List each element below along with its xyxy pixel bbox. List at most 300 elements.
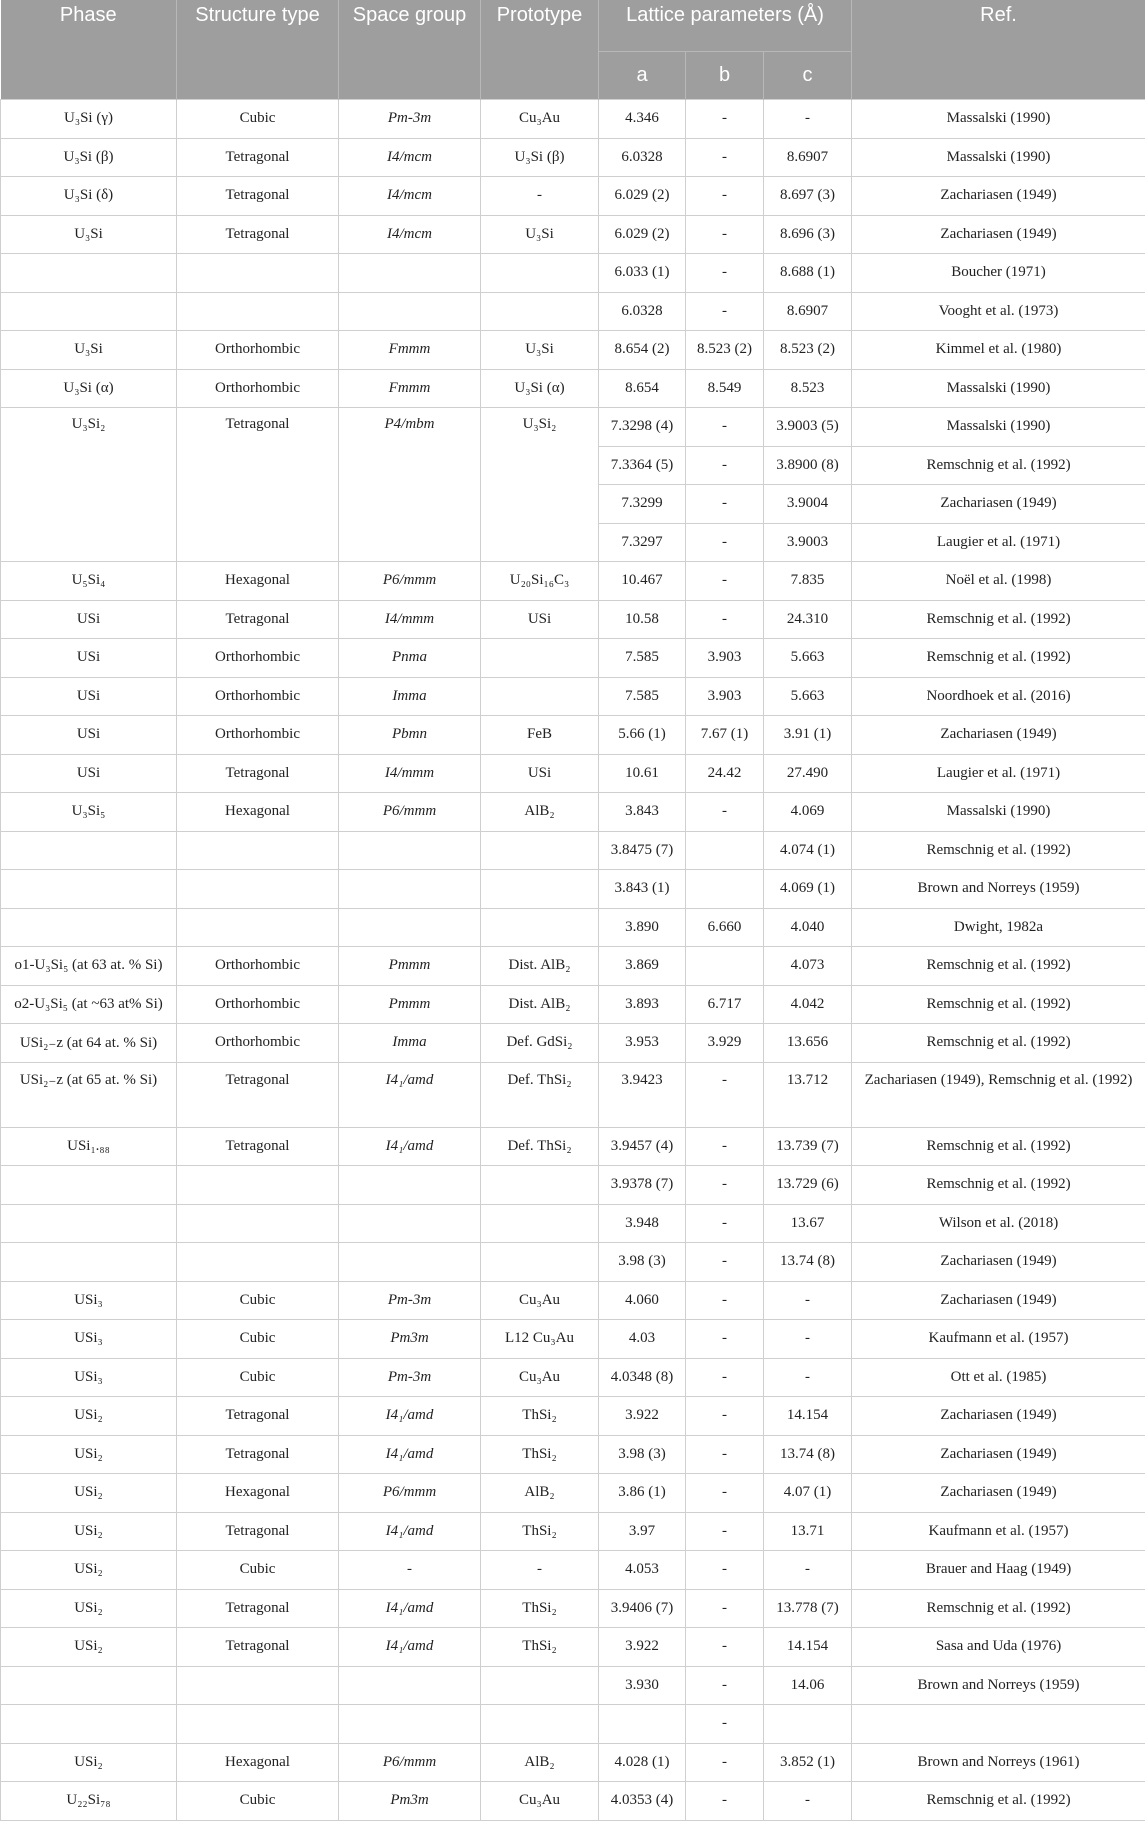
header-b: b (686, 52, 764, 100)
a-cell: 8.654 (599, 369, 686, 408)
prototype-cell: ThSi₂ (481, 1628, 599, 1667)
space-group-cell: Fmmm (339, 369, 481, 408)
space-group-cell: I4/mcm (339, 177, 481, 216)
b-cell: - (686, 1435, 764, 1474)
space-group-cell: I4/mcm (339, 138, 481, 177)
b-cell: - (686, 1589, 764, 1628)
a-cell: 4.0348 (8) (599, 1358, 686, 1397)
header-prototype: Prototype (481, 0, 599, 100)
header-phase: Phase (1, 0, 177, 100)
a-cell: 8.654 (2) (599, 331, 686, 370)
ref-cell: Massalski (1990) (852, 408, 1145, 447)
c-cell: - (764, 1782, 852, 1821)
table-row (1, 138, 1145, 177)
ref-cell: Zachariasen (1949), Remschnig et al. (1992) (852, 1062, 1145, 1127)
phase-cell (1, 908, 177, 947)
table-row (1, 1358, 1145, 1397)
a-cell: 3.9423 (599, 1062, 686, 1127)
phase-cell: USi₂ (1, 1628, 177, 1667)
prototype-cell: AlB₂ (481, 1743, 599, 1782)
phase-cell (1, 292, 177, 331)
a-cell: 3.8475 (7) (599, 831, 686, 870)
phase-cell (1, 1243, 177, 1282)
a-cell: 3.843 (1) (599, 870, 686, 909)
a-cell: 6.029 (2) (599, 215, 686, 254)
ref-cell: Zachariasen (1949) (852, 1474, 1145, 1513)
a-cell: 3.98 (3) (599, 1435, 686, 1474)
table-row (1, 1782, 1145, 1821)
prototype-cell: USi (481, 600, 599, 639)
phase-cell: U₃Si₅ (1, 793, 177, 832)
prototype-cell: FeB (481, 716, 599, 755)
prototype-cell: Def. GdSi₂ (481, 1024, 599, 1063)
a-cell: 4.03 (599, 1320, 686, 1359)
prototype-cell (481, 831, 599, 870)
b-cell: 8.523 (2) (686, 331, 764, 370)
c-cell: 14.06 (764, 1666, 852, 1705)
ref-cell: Massalski (1990) (852, 369, 1145, 408)
a-cell: 7.585 (599, 639, 686, 678)
b-cell: - (686, 292, 764, 331)
a-cell: 3.922 (599, 1397, 686, 1436)
b-cell: - (686, 446, 764, 485)
space-group-cell: Pm-3m (339, 1281, 481, 1320)
c-cell: 3.852 (1) (764, 1743, 852, 1782)
b-cell: - (686, 1320, 764, 1359)
a-cell: 3.9457 (4) (599, 1127, 686, 1166)
c-cell: 13.656 (764, 1024, 852, 1063)
table-row (1, 1628, 1145, 1667)
a-cell: 10.58 (599, 600, 686, 639)
b-cell: - (686, 1512, 764, 1551)
structure-type-cell: Orthorhombic (177, 677, 339, 716)
prototype-cell (481, 292, 599, 331)
prototype-cell (481, 1166, 599, 1205)
table-row (1, 1435, 1145, 1474)
structure-type-cell: Orthorhombic (177, 716, 339, 755)
structure-type-cell (177, 292, 339, 331)
phase-cell: USi₃ (1, 1281, 177, 1320)
ref-cell: Noël et al. (1998) (852, 562, 1145, 601)
c-cell: 3.9003 (764, 523, 852, 562)
structure-type-cell: Tetragonal (177, 408, 339, 562)
prototype-cell: L12 Cu₃Au (481, 1320, 599, 1359)
b-cell: 3.929 (686, 1024, 764, 1063)
space-group-cell (339, 1666, 481, 1705)
a-cell: 3.893 (599, 985, 686, 1024)
prototype-cell (481, 1204, 599, 1243)
table-row (1, 1166, 1145, 1205)
c-cell: 13.729 (6) (764, 1166, 852, 1205)
space-group-cell: I4/mcm (339, 215, 481, 254)
ref-cell: Kaufmann et al. (1957) (852, 1512, 1145, 1551)
a-cell: 5.66 (1) (599, 716, 686, 755)
structure-type-cell: Cubic (177, 1358, 339, 1397)
c-cell: 13.739 (7) (764, 1127, 852, 1166)
c-cell: 4.069 (1) (764, 870, 852, 909)
structure-type-cell (177, 1204, 339, 1243)
phase-cell: USi₂ (1, 1397, 177, 1436)
c-cell: 5.663 (764, 639, 852, 678)
table-row (1, 1512, 1145, 1551)
structure-type-cell: Cubic (177, 1782, 339, 1821)
space-group-cell: I4₁/amd (339, 1512, 481, 1551)
space-group-cell: Fmmm (339, 331, 481, 370)
c-cell: 4.042 (764, 985, 852, 1024)
a-cell: 3.97 (599, 1512, 686, 1551)
space-group-cell: I4₁/amd (339, 1589, 481, 1628)
structure-type-cell: Tetragonal (177, 1512, 339, 1551)
ref-cell: Massalski (1990) (852, 793, 1145, 832)
table-row (1, 1127, 1145, 1166)
structure-type-cell: Tetragonal (177, 1062, 339, 1127)
c-cell: 27.490 (764, 754, 852, 793)
table-row (1, 1474, 1145, 1513)
b-cell: - (686, 1743, 764, 1782)
table-row (1, 1024, 1145, 1063)
prototype-cell (481, 639, 599, 678)
phase-cell: U₂₂Si₇₈ (1, 1782, 177, 1821)
phase-cell: U₅Si₄ (1, 562, 177, 601)
prototype-cell: U₃Si (α) (481, 369, 599, 408)
structure-type-cell (177, 870, 339, 909)
ref-cell: Zachariasen (1949) (852, 1243, 1145, 1282)
b-cell: 7.67 (1) (686, 716, 764, 755)
structure-type-cell (177, 1166, 339, 1205)
a-cell: 6.029 (2) (599, 177, 686, 216)
phase-cell: o1-U₃Si₅ (at 63 at. % Si) (1, 947, 177, 986)
table-row (1, 870, 1145, 909)
table-row (1, 908, 1145, 947)
prototype-cell (481, 254, 599, 293)
space-group-cell: P4/mbm (339, 408, 481, 562)
space-group-cell (339, 1166, 481, 1205)
c-cell: 5.663 (764, 677, 852, 716)
phase-cell: USi (1, 716, 177, 755)
table-row (1, 331, 1145, 370)
space-group-cell: Pmmm (339, 947, 481, 986)
c-cell: 4.040 (764, 908, 852, 947)
structure-type-cell: Cubic (177, 100, 339, 139)
c-cell: 8.6907 (764, 292, 852, 331)
ref-cell: Zachariasen (1949) (852, 716, 1145, 755)
table-row (1, 1204, 1145, 1243)
prototype-cell: Cu₃Au (481, 100, 599, 139)
b-cell: - (686, 254, 764, 293)
ref-cell: Remschnig et al. (1992) (852, 1166, 1145, 1205)
space-group-cell: Pm3m (339, 1320, 481, 1359)
phase-cell: USi₂ (1, 1474, 177, 1513)
b-cell: 8.549 (686, 369, 764, 408)
structure-type-cell: Cubic (177, 1281, 339, 1320)
ref-cell: Wilson et al. (2018) (852, 1204, 1145, 1243)
table-body (1, 100, 1145, 1821)
prototype-cell (481, 1705, 599, 1744)
ref-cell: Remschnig et al. (1992) (852, 600, 1145, 639)
table-row (1, 177, 1145, 216)
prototype-cell: Cu₃Au (481, 1358, 599, 1397)
prototype-cell: ThSi₂ (481, 1397, 599, 1436)
structure-type-cell: Orthorhombic (177, 985, 339, 1024)
phase-cell: USi (1, 600, 177, 639)
b-cell: - (686, 1281, 764, 1320)
b-cell: - (686, 485, 764, 524)
phase-cell: USi₂ (1, 1551, 177, 1590)
space-group-cell (339, 1243, 481, 1282)
b-cell: - (686, 562, 764, 601)
prototype-cell: ThSi₂ (481, 1512, 599, 1551)
phase-cell: USi₃ (1, 1320, 177, 1359)
c-cell: - (764, 1320, 852, 1359)
a-cell: 4.028 (1) (599, 1743, 686, 1782)
prototype-cell: U₃Si (481, 215, 599, 254)
ref-cell: Zachariasen (1949) (852, 177, 1145, 216)
a-cell: 10.467 (599, 562, 686, 601)
ref-cell: Brown and Norreys (1959) (852, 1666, 1145, 1705)
header-space-group: Space group (339, 0, 481, 100)
space-group-cell: I4₁/amd (339, 1397, 481, 1436)
table-row (1, 369, 1145, 408)
ref-cell: Remschnig et al. (1992) (852, 1589, 1145, 1628)
space-group-cell: - (339, 1551, 481, 1590)
b-cell: - (686, 138, 764, 177)
structure-type-cell: Tetragonal (177, 1628, 339, 1667)
table-row (1, 1743, 1145, 1782)
b-cell: - (686, 1628, 764, 1667)
phase-cell: U₃Si (δ) (1, 177, 177, 216)
b-cell (686, 831, 764, 870)
b-cell: - (686, 1397, 764, 1436)
b-cell: 6.660 (686, 908, 764, 947)
header-c: c (764, 52, 852, 100)
structure-type-cell (177, 254, 339, 293)
structure-type-cell: Tetragonal (177, 1435, 339, 1474)
table-row (1, 1666, 1145, 1705)
structure-type-cell: Hexagonal (177, 793, 339, 832)
phase-cell (1, 1705, 177, 1744)
space-group-cell (339, 831, 481, 870)
structure-type-cell: Cubic (177, 1320, 339, 1359)
ref-cell: Remschnig et al. (1992) (852, 1024, 1145, 1063)
space-group-cell (339, 292, 481, 331)
ref-cell: Remschnig et al. (1992) (852, 831, 1145, 870)
a-cell: 3.869 (599, 947, 686, 986)
table-row (1, 215, 1145, 254)
ref-cell: Remschnig et al. (1992) (852, 985, 1145, 1024)
phase-cell: USi₂ (1, 1589, 177, 1628)
ref-cell: Zachariasen (1949) (852, 1435, 1145, 1474)
table-header (1, 0, 1145, 100)
structure-type-cell: Tetragonal (177, 1589, 339, 1628)
header-ref: Ref. (852, 0, 1145, 100)
phase-cell: USi (1, 754, 177, 793)
table-row (1, 754, 1145, 793)
a-cell: 6.033 (1) (599, 254, 686, 293)
prototype-cell (481, 677, 599, 716)
phase-cell: USi₂ (1, 1743, 177, 1782)
prototype-cell: Cu₃Au (481, 1782, 599, 1821)
prototype-cell (481, 1666, 599, 1705)
c-cell: 4.069 (764, 793, 852, 832)
table-row (1, 254, 1145, 293)
table-row (1, 947, 1145, 986)
prototype-cell: - (481, 177, 599, 216)
prototype-cell: ThSi₂ (481, 1435, 599, 1474)
structure-type-cell: Tetragonal (177, 1127, 339, 1166)
ref-cell: Remschnig et al. (1992) (852, 639, 1145, 678)
table-row (1, 292, 1145, 331)
phase-cell: USi₂ (1, 1435, 177, 1474)
space-group-cell: P6/mmm (339, 1474, 481, 1513)
space-group-cell: I4₁/amd (339, 1062, 481, 1127)
c-cell: 13.74 (8) (764, 1243, 852, 1282)
space-group-cell: I4₁/amd (339, 1628, 481, 1667)
prototype-cell: - (481, 1551, 599, 1590)
b-cell: - (686, 1782, 764, 1821)
ref-cell: Massalski (1990) (852, 138, 1145, 177)
a-cell: 6.0328 (599, 138, 686, 177)
structure-type-cell: Orthorhombic (177, 369, 339, 408)
ref-cell: Noordhoek et al. (2016) (852, 677, 1145, 716)
space-group-cell: P6/mmm (339, 793, 481, 832)
prototype-cell: U₃Si (β) (481, 138, 599, 177)
space-group-cell: Pbmn (339, 716, 481, 755)
c-cell: 13.71 (764, 1512, 852, 1551)
prototype-cell: Def. ThSi₂ (481, 1062, 599, 1127)
c-cell: 7.835 (764, 562, 852, 601)
prototype-cell: AlB₂ (481, 1474, 599, 1513)
prototype-cell: USi (481, 754, 599, 793)
a-cell: 3.948 (599, 1204, 686, 1243)
phase-cell (1, 1204, 177, 1243)
a-cell: 7.3297 (599, 523, 686, 562)
ref-cell: Dwight, 1982a (852, 908, 1145, 947)
prototype-cell: AlB₂ (481, 793, 599, 832)
c-cell: 13.67 (764, 1204, 852, 1243)
ref-cell: Remschnig et al. (1992) (852, 1127, 1145, 1166)
b-cell: - (686, 1166, 764, 1205)
a-cell: 6.0328 (599, 292, 686, 331)
space-group-cell: Pm-3m (339, 1358, 481, 1397)
space-group-cell (339, 1705, 481, 1744)
prototype-cell: U₃Si₂ (481, 408, 599, 562)
ref-cell: Brauer and Haag (1949) (852, 1551, 1145, 1590)
b-cell: 6.717 (686, 985, 764, 1024)
structure-type-cell (177, 831, 339, 870)
ref-cell: Kaufmann et al. (1957) (852, 1320, 1145, 1359)
ref-cell: Zachariasen (1949) (852, 215, 1145, 254)
c-cell: 4.073 (764, 947, 852, 986)
ref-cell: Brown and Norreys (1959) (852, 870, 1145, 909)
structure-type-cell: Tetragonal (177, 754, 339, 793)
space-group-cell: I4/mmm (339, 754, 481, 793)
space-group-cell (339, 870, 481, 909)
table-row (1, 793, 1145, 832)
b-cell: - (686, 177, 764, 216)
space-group-cell: P6/mmm (339, 562, 481, 601)
prototype-cell: Cu₃Au (481, 1281, 599, 1320)
prototype-cell: Dist. AlB₂ (481, 985, 599, 1024)
header-a: a (599, 52, 686, 100)
a-cell: 3.890 (599, 908, 686, 947)
a-cell: 4.060 (599, 1281, 686, 1320)
phase-cell: U₃Si (γ) (1, 100, 177, 139)
space-group-cell (339, 908, 481, 947)
structure-type-cell: Cubic (177, 1551, 339, 1590)
a-cell: 7.585 (599, 677, 686, 716)
table-row (1, 100, 1145, 139)
b-cell: - (686, 1243, 764, 1282)
a-cell: 3.98 (3) (599, 1243, 686, 1282)
phase-cell (1, 254, 177, 293)
structure-type-cell (177, 1243, 339, 1282)
prototype-cell: ThSi₂ (481, 1589, 599, 1628)
prototype-cell: U₂₀Si₁₆C₃ (481, 562, 599, 601)
prototype-cell (481, 870, 599, 909)
phase-cell: USi₂₋z (at 65 at. % Si) (1, 1062, 177, 1127)
phase-cell: o2-U₃Si₅ (at ~63 at% Si) (1, 985, 177, 1024)
a-cell: 3.9406 (7) (599, 1589, 686, 1628)
ref-cell: Sasa and Uda (1976) (852, 1628, 1145, 1667)
b-cell: - (686, 600, 764, 639)
ref-cell: Ott et al. (1985) (852, 1358, 1145, 1397)
c-cell: 8.697 (3) (764, 177, 852, 216)
phase-cell: USi (1, 677, 177, 716)
ref-cell: Boucher (1971) (852, 254, 1145, 293)
ref-cell: Brown and Norreys (1961) (852, 1743, 1145, 1782)
phase-cell: U₃Si (1, 331, 177, 370)
a-cell: 3.922 (599, 1628, 686, 1667)
a-cell: 3.930 (599, 1666, 686, 1705)
structure-type-cell: Orthorhombic (177, 639, 339, 678)
structure-type-cell: Tetragonal (177, 600, 339, 639)
space-group-cell: Pnma (339, 639, 481, 678)
b-cell: - (686, 1204, 764, 1243)
c-cell: - (764, 1281, 852, 1320)
phase-cell: U₃Si (β) (1, 138, 177, 177)
space-group-cell (339, 1204, 481, 1243)
ref-cell (852, 1705, 1145, 1744)
b-cell: - (686, 100, 764, 139)
space-group-cell: Pm-3m (339, 100, 481, 139)
structure-type-cell: Orthorhombic (177, 331, 339, 370)
table-row (1, 1320, 1145, 1359)
prototype-cell: Dist. AlB₂ (481, 947, 599, 986)
a-cell: 7.3299 (599, 485, 686, 524)
prototype-cell (481, 1243, 599, 1282)
c-cell: 13.712 (764, 1062, 852, 1127)
structure-type-cell (177, 908, 339, 947)
phase-cell: USi (1, 639, 177, 678)
c-cell: - (764, 1551, 852, 1590)
ref-cell: Zachariasen (1949) (852, 1397, 1145, 1436)
space-group-cell: I4₁/amd (339, 1127, 481, 1166)
table-row (1, 1589, 1145, 1628)
c-cell: 8.523 (764, 369, 852, 408)
b-cell (686, 870, 764, 909)
c-cell: 13.778 (7) (764, 1589, 852, 1628)
c-cell: 13.74 (8) (764, 1435, 852, 1474)
header-lattice-parameters: Lattice parameters (Å) (599, 0, 852, 52)
c-cell: 14.154 (764, 1628, 852, 1667)
c-cell: 3.8900 (8) (764, 446, 852, 485)
c-cell: 8.696 (3) (764, 215, 852, 254)
table-row (1, 1243, 1145, 1282)
structure-type-cell: Orthorhombic (177, 1024, 339, 1063)
c-cell: 4.07 (1) (764, 1474, 852, 1513)
a-cell: 3.953 (599, 1024, 686, 1063)
table-row (1, 677, 1145, 716)
